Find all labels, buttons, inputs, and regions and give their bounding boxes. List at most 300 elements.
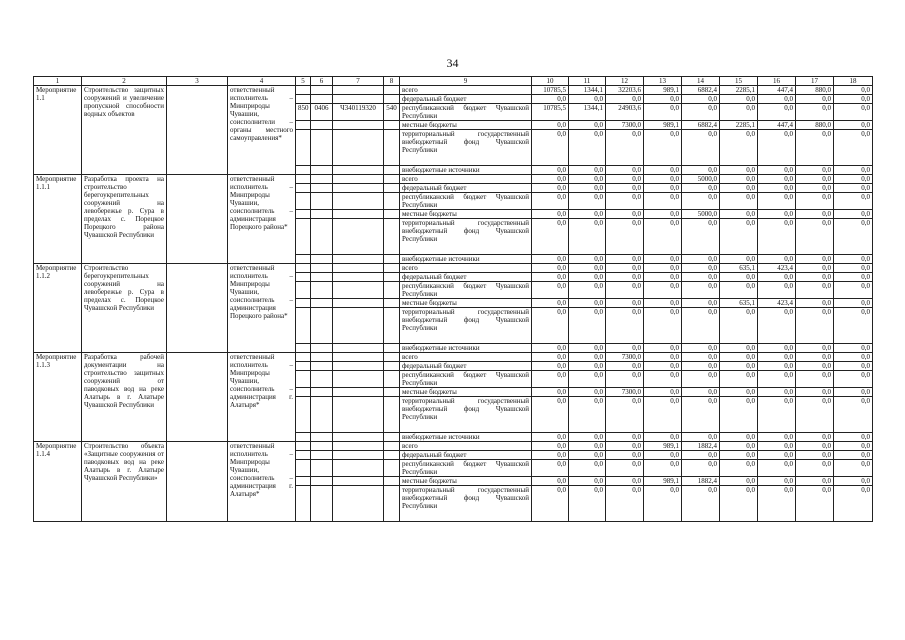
budget-code-cell: [296, 86, 311, 95]
funding-source: внебюджетные источники: [400, 433, 532, 442]
amount-cell: 0,0: [532, 433, 569, 442]
column-number-15: 15: [720, 77, 758, 86]
budget-code-cell: [296, 299, 311, 308]
budget-code-cell: [384, 486, 400, 522]
amount-cell: 0,0: [720, 344, 758, 353]
amount-cell: 0,0: [682, 397, 720, 433]
amount-cell: 0,0: [682, 104, 720, 121]
funding-source: территориальный государственный внебюджетный фонд Чувашской Республики: [400, 130, 532, 166]
amount-cell: 0,0: [758, 442, 796, 451]
amount-cell: 0,0: [796, 175, 834, 184]
amount-cell: 0,0: [644, 460, 682, 477]
measure-id: Мероприятие 1.1.3: [34, 353, 82, 442]
amount-cell: 0,0: [720, 175, 758, 184]
amount-cell: 0,0: [606, 433, 644, 442]
amount-cell: 0,0: [644, 308, 682, 344]
amount-cell: 0,0: [720, 477, 758, 486]
amount-cell: 10785,5: [532, 104, 569, 121]
amount-cell: 0,0: [720, 388, 758, 397]
amount-cell: 0,0: [606, 486, 644, 522]
amount-cell: 1882,4: [682, 477, 720, 486]
amount-cell: 0,0: [532, 451, 569, 460]
measure-name: Строительство объекта «Защитные сооружения от паводковых вод на реке Алатырь в г. Алатыре Чувашской Республики»: [82, 442, 167, 522]
amount-cell: 0,0: [644, 255, 682, 264]
budget-code-cell: [311, 273, 333, 282]
measure-executor: ответственный исполнитель – Минприроды Чувашии, соисполнитель – администрация Порецкого района*: [228, 175, 296, 264]
budget-code-cell: [311, 210, 333, 219]
funding-source: республиканский бюджет Чувашской Республики: [400, 460, 532, 477]
amount-cell: 0,0: [834, 299, 873, 308]
amount-cell: 0,0: [606, 210, 644, 219]
budget-code-cell: [296, 121, 311, 130]
budget-code-cell: [311, 193, 333, 210]
amount-cell: 0,0: [796, 353, 834, 362]
budget-code-cell: [311, 166, 333, 175]
budget-code-cell: [333, 86, 384, 95]
column-number-5: 5: [296, 77, 311, 86]
amount-cell: 0,0: [834, 451, 873, 460]
budget-code-cell: [333, 477, 384, 486]
amount-cell: 0,0: [834, 442, 873, 451]
budget-code-cell: [296, 282, 311, 299]
measure-name: Строительство берегоукрепительных сооружений на левобережье р. Сура в пределах с. Порецкое Чувашской Республики: [82, 264, 167, 353]
budget-code-cell: 540: [384, 104, 400, 121]
amount-cell: 0,0: [569, 371, 606, 388]
amount-cell: 0,0: [644, 219, 682, 255]
amount-cell: 0,0: [532, 353, 569, 362]
amount-cell: 0,0: [532, 460, 569, 477]
measure-executor: ответственный исполнитель – Минприроды Чувашии, соисполнитель – администрация г. Алатыря*: [228, 353, 296, 442]
funding-source: всего: [400, 353, 532, 362]
budget-code-cell: [333, 264, 384, 273]
amount-cell: 0,0: [758, 130, 796, 166]
budget-code-cell: [333, 486, 384, 522]
amount-cell: 0,0: [532, 193, 569, 210]
amount-cell: 0,0: [532, 210, 569, 219]
budget-code-cell: Ч340119320: [333, 104, 384, 121]
budget-code-cell: [384, 460, 400, 477]
amount-cell: 0,0: [834, 486, 873, 522]
amount-cell: 0,0: [682, 460, 720, 477]
amount-cell: 0,0: [758, 477, 796, 486]
budget-code-cell: [311, 344, 333, 353]
budget-code-cell: [296, 362, 311, 371]
amount-cell: 0,0: [720, 273, 758, 282]
measure-executor: ответственный исполнитель – Минприроды Чувашии, соисполнитель – администрация Порецкого района*: [228, 264, 296, 353]
column-number-6: 6: [311, 77, 333, 86]
amount-cell: 0,0: [758, 397, 796, 433]
amount-cell: 0,0: [682, 353, 720, 362]
budget-code-cell: [311, 371, 333, 388]
funding-source: федеральный бюджет: [400, 184, 532, 193]
amount-cell: 0,0: [758, 95, 796, 104]
amount-cell: 0,0: [682, 388, 720, 397]
budget-code-cell: [311, 433, 333, 442]
amount-cell: 0,0: [834, 175, 873, 184]
column-number-18: 18: [834, 77, 873, 86]
amount-cell: 0,0: [720, 353, 758, 362]
budget-code-cell: [333, 344, 384, 353]
amount-cell: 0,0: [796, 104, 834, 121]
amount-cell: 1882,4: [682, 442, 720, 451]
amount-cell: 0,0: [532, 299, 569, 308]
budget-code-cell: [333, 353, 384, 362]
amount-cell: 0,0: [569, 442, 606, 451]
header-row: [34, 77, 873, 86]
budget-code-cell: [384, 130, 400, 166]
amount-cell: 0,0: [644, 130, 682, 166]
amount-cell: 0,0: [569, 121, 606, 130]
budget-code-cell: [384, 362, 400, 371]
amount-cell: 0,0: [758, 388, 796, 397]
amount-cell: 0,0: [569, 210, 606, 219]
funding-source: всего: [400, 86, 532, 95]
amount-cell: 0,0: [796, 344, 834, 353]
funding-source: всего: [400, 442, 532, 451]
amount-cell: 0,0: [796, 95, 834, 104]
amount-cell: 0,0: [758, 362, 796, 371]
budget-code-cell: [296, 486, 311, 522]
amount-cell: 0,0: [606, 95, 644, 104]
amount-cell: 0,0: [796, 282, 834, 299]
amount-cell: 0,0: [682, 362, 720, 371]
amount-cell: 0,0: [796, 433, 834, 442]
amount-cell: 0,0: [834, 121, 873, 130]
amount-cell: 0,0: [796, 184, 834, 193]
amount-cell: 0,0: [606, 255, 644, 264]
budget-code-cell: [296, 388, 311, 397]
amount-cell: 0,0: [644, 273, 682, 282]
amount-cell: 0,0: [720, 255, 758, 264]
amount-cell: 0,0: [720, 184, 758, 193]
amount-cell: 0,0: [758, 175, 796, 184]
amount-cell: 989,1: [644, 477, 682, 486]
measure-empty-cell: [167, 175, 228, 264]
amount-cell: 0,0: [606, 175, 644, 184]
budget-code-cell: [384, 388, 400, 397]
amount-cell: 0,0: [532, 397, 569, 433]
amount-cell: 0,0: [682, 264, 720, 273]
budget-code-cell: [296, 433, 311, 442]
amount-cell: 0,0: [796, 273, 834, 282]
amount-cell: 0,0: [569, 193, 606, 210]
amount-cell: 0,0: [720, 460, 758, 477]
amount-cell: 0,0: [606, 451, 644, 460]
amount-cell: 0,0: [834, 477, 873, 486]
amount-cell: 0,0: [834, 433, 873, 442]
budget-code-cell: [311, 86, 333, 95]
amount-cell: 0,0: [532, 166, 569, 175]
amount-cell: 32203,6: [606, 86, 644, 95]
amount-cell: 880,0: [796, 121, 834, 130]
amount-cell: 0,0: [796, 219, 834, 255]
amount-cell: 6882,4: [682, 121, 720, 130]
amount-cell: 0,0: [758, 371, 796, 388]
table-row: [34, 175, 873, 184]
amount-cell: 0,0: [796, 442, 834, 451]
amount-cell: 447,4: [758, 86, 796, 95]
amount-cell: 0,0: [682, 433, 720, 442]
amount-cell: 0,0: [644, 184, 682, 193]
budget-code-cell: [311, 299, 333, 308]
budget-code-cell: [384, 210, 400, 219]
funding-source: местные бюджеты: [400, 477, 532, 486]
budget-code-cell: [384, 371, 400, 388]
funding-source: территориальный государственный внебюджетный фонд Чувашской Республики: [400, 308, 532, 344]
amount-cell: 5000,0: [682, 210, 720, 219]
amount-cell: 0,0: [758, 210, 796, 219]
amount-cell: 0,0: [532, 130, 569, 166]
amount-cell: 0,0: [532, 308, 569, 344]
budget-code-cell: [296, 219, 311, 255]
amount-cell: 0,0: [569, 299, 606, 308]
amount-cell: 0,0: [834, 130, 873, 166]
amount-cell: 2285,1: [720, 121, 758, 130]
budget-code-cell: [296, 371, 311, 388]
amount-cell: 0,0: [569, 486, 606, 522]
amount-cell: 0,0: [758, 344, 796, 353]
budget-code-cell: [384, 397, 400, 433]
amount-cell: 0,0: [644, 175, 682, 184]
amount-cell: 0,0: [532, 255, 569, 264]
amount-cell: 423,4: [758, 299, 796, 308]
amount-cell: 0,0: [606, 219, 644, 255]
amount-cell: 0,0: [532, 264, 569, 273]
budget-code-cell: [311, 255, 333, 264]
amount-cell: 0,0: [644, 193, 682, 210]
table-row: [34, 264, 873, 273]
amount-cell: 0,0: [644, 371, 682, 388]
amount-cell: 0,0: [796, 362, 834, 371]
amount-cell: 0,0: [569, 433, 606, 442]
amount-cell: 0,0: [682, 255, 720, 264]
amount-cell: 0,0: [606, 344, 644, 353]
amount-cell: 0,0: [834, 104, 873, 121]
amount-cell: 0,0: [720, 308, 758, 344]
amount-cell: 0,0: [569, 388, 606, 397]
funding-source: территориальный государственный внебюджетный фонд Чувашской Республики: [400, 397, 532, 433]
funding-source: внебюджетные источники: [400, 344, 532, 353]
amount-cell: 0,0: [569, 184, 606, 193]
budget-code-cell: [384, 353, 400, 362]
funding-source: всего: [400, 175, 532, 184]
amount-cell: 0,0: [532, 388, 569, 397]
amount-cell: 0,0: [758, 282, 796, 299]
budget-code-cell: [333, 299, 384, 308]
budget-code-cell: 0406: [311, 104, 333, 121]
amount-cell: 0,0: [720, 397, 758, 433]
amount-cell: 0,0: [834, 219, 873, 255]
amount-cell: 0,0: [758, 273, 796, 282]
amount-cell: 0,0: [532, 121, 569, 130]
budget-code-cell: [333, 388, 384, 397]
amount-cell: 0,0: [796, 397, 834, 433]
amount-cell: 0,0: [644, 299, 682, 308]
budget-code-cell: [311, 130, 333, 166]
amount-cell: 0,0: [569, 166, 606, 175]
amount-cell: 1344,1: [569, 86, 606, 95]
measure-executor: ответственный исполнитель – Минприроды Чувашии, соисполнитель – администрация г. Алатыря*: [228, 442, 296, 522]
amount-cell: 0,0: [834, 210, 873, 219]
amount-cell: 0,0: [720, 442, 758, 451]
budget-code-cell: [384, 121, 400, 130]
amount-cell: 0,0: [834, 308, 873, 344]
amount-cell: 0,0: [644, 388, 682, 397]
budget-code-cell: [296, 184, 311, 193]
budget-code-cell: [384, 175, 400, 184]
amount-cell: 0,0: [569, 362, 606, 371]
amount-cell: 423,4: [758, 264, 796, 273]
budget-code-cell: [333, 130, 384, 166]
budget-code-cell: [333, 210, 384, 219]
measure-id: Мероприятие 1.1.4: [34, 442, 82, 522]
amount-cell: 0,0: [758, 433, 796, 442]
amount-cell: 0,0: [532, 442, 569, 451]
column-number-8: 8: [384, 77, 400, 86]
budget-code-cell: [296, 442, 311, 451]
measure-empty-cell: [167, 86, 228, 175]
budget-code-cell: [296, 308, 311, 344]
amount-cell: 0,0: [606, 184, 644, 193]
amount-cell: 880,0: [796, 86, 834, 95]
budget-code-cell: [384, 344, 400, 353]
amount-cell: 0,0: [532, 282, 569, 299]
funding-source: местные бюджеты: [400, 388, 532, 397]
amount-cell: 0,0: [532, 175, 569, 184]
budget-code-cell: [311, 460, 333, 477]
amount-cell: 0,0: [682, 130, 720, 166]
budget-code-cell: [333, 193, 384, 210]
amount-cell: 1344,1: [569, 104, 606, 121]
budget-code-cell: [384, 264, 400, 273]
budget-code-cell: [311, 184, 333, 193]
amount-cell: 0,0: [606, 282, 644, 299]
budget-code-cell: [384, 442, 400, 451]
budget-code-cell: [311, 282, 333, 299]
column-number-14: 14: [682, 77, 720, 86]
amount-cell: 989,1: [644, 121, 682, 130]
table-row: [34, 353, 873, 362]
budget-code-cell: [296, 451, 311, 460]
amount-cell: 0,0: [606, 442, 644, 451]
budget-code-cell: [384, 299, 400, 308]
column-number-1: 1: [34, 77, 82, 86]
amount-cell: 0,0: [834, 255, 873, 264]
budget-code-cell: [384, 193, 400, 210]
budget-code-cell: [311, 397, 333, 433]
amount-cell: 0,0: [796, 388, 834, 397]
amount-cell: 0,0: [532, 95, 569, 104]
amount-cell: 0,0: [644, 344, 682, 353]
funding-source: республиканский бюджет Чувашской Республики: [400, 104, 532, 121]
amount-cell: 0,0: [758, 166, 796, 175]
amount-cell: 0,0: [758, 184, 796, 193]
amount-cell: 0,0: [569, 95, 606, 104]
budget-code-cell: [311, 95, 333, 104]
amount-cell: 0,0: [644, 166, 682, 175]
measure-empty-cell: [167, 353, 228, 442]
amount-cell: 0,0: [644, 353, 682, 362]
budget-code-cell: [333, 95, 384, 104]
column-number-16: 16: [758, 77, 796, 86]
budget-code-cell: [384, 308, 400, 344]
amount-cell: 0,0: [720, 486, 758, 522]
budget-code-cell: [384, 184, 400, 193]
amount-cell: 0,0: [796, 193, 834, 210]
amount-cell: 0,0: [720, 451, 758, 460]
amount-cell: 0,0: [606, 299, 644, 308]
budget-code-cell: [333, 175, 384, 184]
amount-cell: 0,0: [758, 219, 796, 255]
budget-code-cell: [333, 371, 384, 388]
amount-cell: 0,0: [644, 362, 682, 371]
column-number-7: 7: [333, 77, 384, 86]
funding-source: республиканский бюджет Чувашской Республики: [400, 371, 532, 388]
funding-source: федеральный бюджет: [400, 95, 532, 104]
funding-source: федеральный бюджет: [400, 451, 532, 460]
budget-code-cell: [384, 433, 400, 442]
measure-name: Разработка рабочей документации на строительство защитных сооружений от паводковых вод на реке Алатырь в г. Алатыре Чувашской Республики: [82, 353, 167, 442]
budget-code-cell: [311, 264, 333, 273]
amount-cell: 0,0: [569, 477, 606, 486]
amount-cell: 0,0: [796, 166, 834, 175]
amount-cell: 0,0: [720, 95, 758, 104]
budget-code-cell: [333, 362, 384, 371]
amount-cell: 0,0: [682, 166, 720, 175]
column-number-10: 10: [532, 77, 569, 86]
page-number: 34: [446, 56, 459, 70]
budget-code-cell: [333, 451, 384, 460]
amount-cell: 0,0: [758, 193, 796, 210]
budget-code-cell: [384, 273, 400, 282]
amount-cell: 0,0: [720, 210, 758, 219]
funding-source: республиканский бюджет Чувашской Республики: [400, 282, 532, 299]
amount-cell: 0,0: [720, 193, 758, 210]
budget-code-cell: [296, 273, 311, 282]
budget-code-cell: [333, 397, 384, 433]
amount-cell: 10785,5: [532, 86, 569, 95]
budget-code-cell: [296, 193, 311, 210]
amount-cell: 0,0: [644, 433, 682, 442]
funding-source: местные бюджеты: [400, 299, 532, 308]
amount-cell: 0,0: [796, 477, 834, 486]
amount-cell: 635,1: [720, 264, 758, 273]
budget-code-cell: [296, 477, 311, 486]
amount-cell: 0,0: [758, 451, 796, 460]
amount-cell: 0,0: [758, 486, 796, 522]
budget-code-cell: [296, 353, 311, 362]
amount-cell: 0,0: [720, 219, 758, 255]
amount-cell: 0,0: [606, 166, 644, 175]
amount-cell: 0,0: [644, 397, 682, 433]
amount-cell: 0,0: [569, 175, 606, 184]
budget-code-cell: [384, 219, 400, 255]
amount-cell: 0,0: [834, 344, 873, 353]
amount-cell: 0,0: [532, 184, 569, 193]
amount-cell: 0,0: [758, 308, 796, 344]
amount-cell: 0,0: [796, 451, 834, 460]
amount-cell: 0,0: [796, 308, 834, 344]
amount-cell: 0,0: [606, 371, 644, 388]
amount-cell: 0,0: [682, 308, 720, 344]
measure-empty-cell: [167, 442, 228, 522]
budget-code-cell: [333, 282, 384, 299]
amount-cell: 0,0: [834, 95, 873, 104]
funding-source: территориальный государственный внебюджетный фонд Чувашской Республики: [400, 486, 532, 522]
budget-code-cell: [333, 219, 384, 255]
amount-cell: 7300,0: [606, 121, 644, 130]
amount-cell: 0,0: [720, 362, 758, 371]
